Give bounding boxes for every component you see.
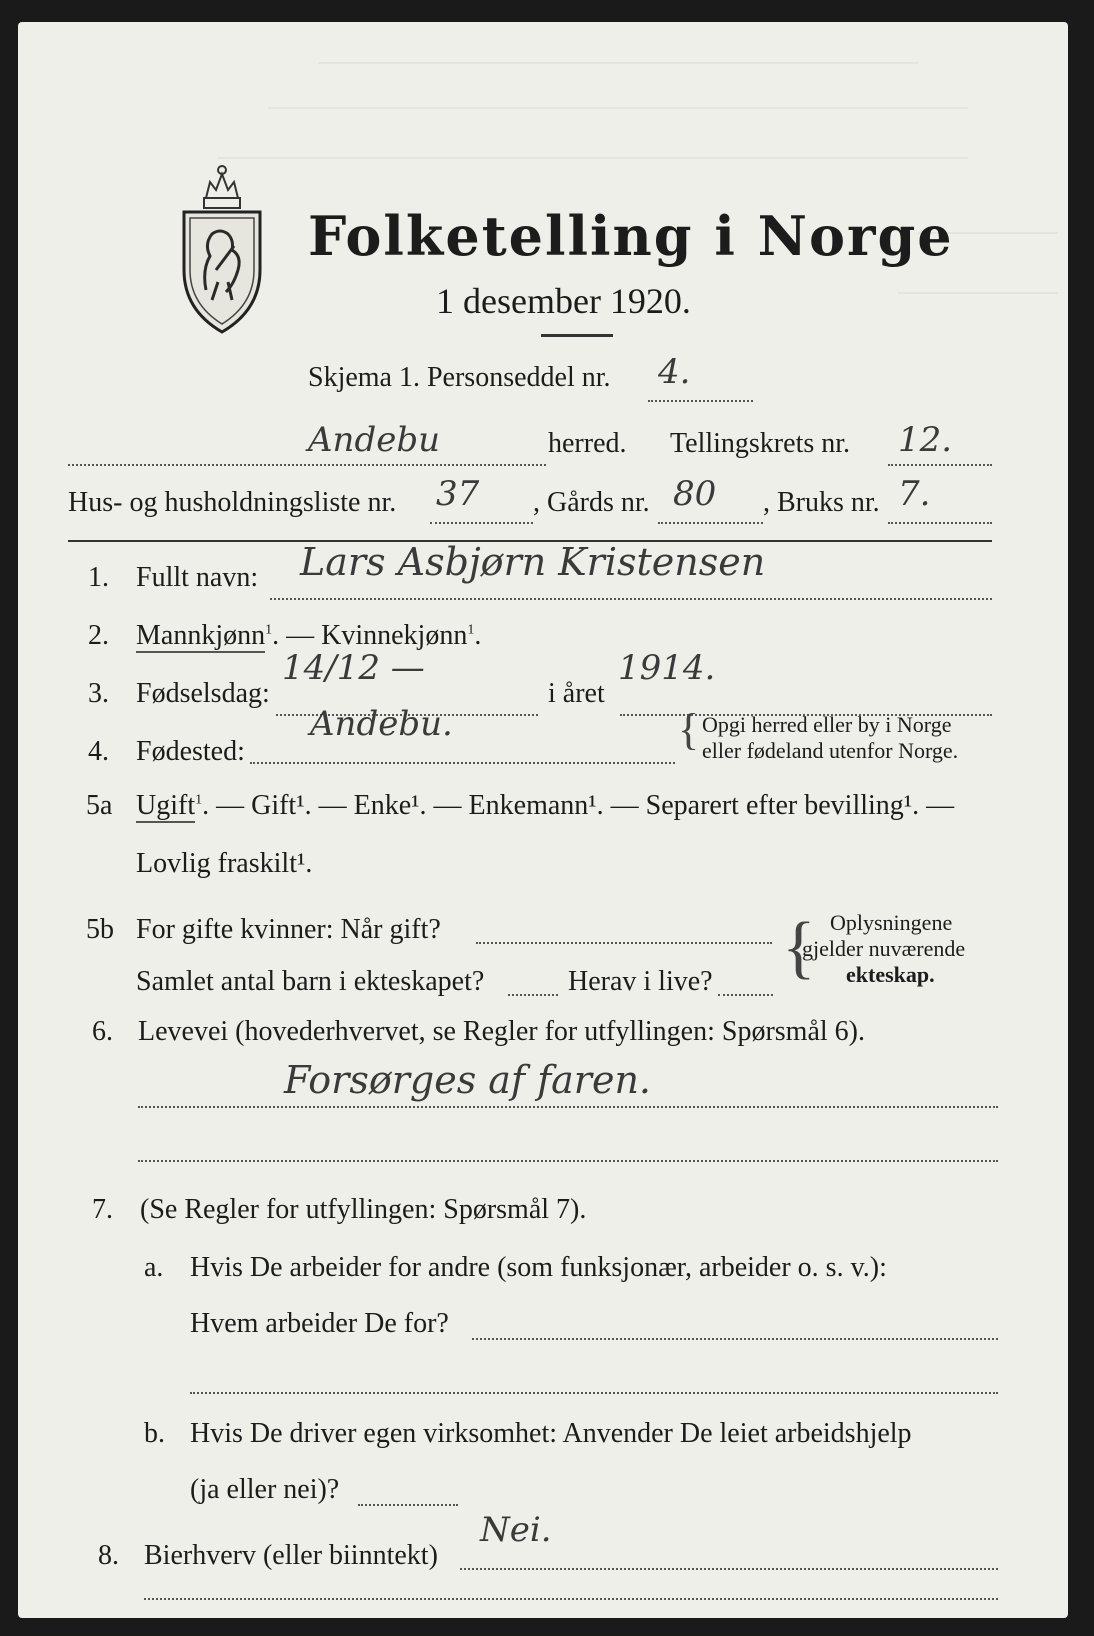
q7-label: (Se Regler for utfyllingen: Spørsmål 7).: [140, 1194, 587, 1225]
footnote-mark: 1: [265, 622, 273, 638]
q7b-sub: (ja eller nei)?: [190, 1474, 340, 1505]
q7a-letter: a.: [144, 1252, 164, 1283]
birthplace-value: Andebu.: [310, 704, 453, 744]
q7b-line: [358, 1504, 458, 1506]
herred-line: [68, 464, 546, 466]
q8-line-1: [460, 1568, 998, 1570]
q5b-children-line: [508, 994, 558, 996]
household-list-line: [430, 522, 533, 524]
tellingskrets-value: 12.: [898, 420, 953, 460]
personseddel-line: [648, 400, 753, 402]
q3-label: Fødselsdag:: [136, 678, 270, 709]
q4-brace: {: [678, 705, 700, 754]
q7a-sub: Hvem arbeider De for?: [190, 1308, 449, 1339]
q5b-label-2: Samlet antal barn i ekteskapet?: [136, 966, 485, 997]
gards-label: , Gårds nr.: [533, 487, 650, 518]
form-title: Folketelling i Norge: [308, 204, 954, 268]
q5b-note-1: Oplysningene: [830, 910, 953, 935]
q5a-options: Ugift$^1$. — Gift¹. — Enke¹. — Enkemann¹. — Separert efter bevilling¹. —: [136, 790, 955, 821]
q5b-alive-line: [718, 994, 773, 996]
household-list-label: Hus- og husholdningsliste nr.: [68, 487, 397, 518]
q1-number: 1.: [88, 562, 109, 593]
q6-line-1: [138, 1106, 998, 1108]
q5b-number: 5b: [86, 914, 114, 945]
q8-number: 8.: [98, 1540, 119, 1571]
side-income-value: Nei.: [480, 1510, 552, 1550]
q7a-line-1: [472, 1338, 998, 1340]
coat-of-arms-icon: [176, 160, 268, 335]
q7a-label: Hvis De arbeider for andre (som funksjonær, arbeider o. s. v.):: [190, 1252, 887, 1283]
household-list-value: 37: [436, 474, 480, 514]
tellingskrets-line: [888, 464, 992, 466]
q5b-label-1: For gifte kvinner: Når gift?: [136, 914, 441, 945]
q5b-married-line: [476, 942, 772, 944]
q5b-label-3: Herav i live?: [568, 966, 713, 997]
q1-label: Fullt navn:: [136, 562, 259, 593]
tellingskrets-label: Tellingskrets nr.: [670, 428, 851, 459]
bruks-label: , Bruks nr.: [763, 487, 880, 518]
herred-label: herred.: [548, 428, 627, 459]
ugift-option: Ugift: [136, 790, 196, 821]
q6-line-2: [138, 1160, 998, 1162]
q1-line: [270, 598, 992, 600]
q3-year-label: i året: [548, 678, 605, 709]
bruks-line: [888, 522, 992, 524]
q7a-line-2: [190, 1392, 998, 1394]
census-date: 1 desember 1920.: [436, 281, 691, 321]
q7b-letter: b.: [144, 1418, 165, 1449]
full-name-value: Lars Asbjørn Kristensen: [300, 540, 766, 584]
female-option: Kvinnekjønn: [321, 620, 468, 651]
q8-label: Bierhverv (eller biinntekt): [144, 1540, 438, 1571]
q2-number: 2.: [88, 620, 109, 651]
q4-note-2: eller fødeland utenfor Norge.: [702, 738, 959, 763]
census-form: [18, 22, 1068, 1618]
q2-sex-options: Mannkjønn$^1$. — Kvinnekjønn$^1$.: [136, 620, 482, 651]
q5b-note-2: gjelder nuværende: [802, 936, 966, 961]
q4-note-1: Opgi herred eller by i Norge: [702, 712, 952, 737]
title-divider: [541, 334, 613, 337]
q4-line: [250, 762, 675, 764]
gards-line: [658, 522, 763, 524]
q5a-line2: Lovlig fraskilt¹.: [136, 848, 313, 879]
q7-number: 7.: [92, 1194, 113, 1225]
herred-value: Andebu: [308, 420, 440, 460]
bruks-value: 7.: [898, 474, 931, 514]
q5b-note-3: ekteskap.: [846, 962, 935, 987]
q3-number: 3.: [88, 678, 109, 709]
schema-label: Skjema 1. Personseddel nr.: [308, 362, 611, 393]
male-option: Mannkjønn: [136, 620, 266, 651]
q6-number: 6.: [92, 1016, 113, 1047]
personseddel-value: 4.: [658, 352, 691, 392]
birthdate-value: 14/12 —: [282, 648, 425, 688]
gards-value: 80: [673, 474, 717, 514]
q4-label: Fødested:: [136, 736, 245, 767]
q4-number: 4.: [88, 736, 109, 767]
q6-label: Levevei (hovederhvervet, se Regler for utfyllingen: Spørsmål 6).: [138, 1016, 865, 1047]
birthyear-value: 1914.: [618, 648, 716, 688]
q7b-label: Hvis De driver egen virksomhet: Anvender De leiet arbeidshjelp: [190, 1418, 912, 1449]
q5b-brace: {: [782, 909, 816, 986]
q5a-number: 5a: [86, 790, 113, 821]
occupation-value: Forsørges af faren.: [284, 1058, 651, 1102]
q8-line-2: [144, 1598, 998, 1600]
